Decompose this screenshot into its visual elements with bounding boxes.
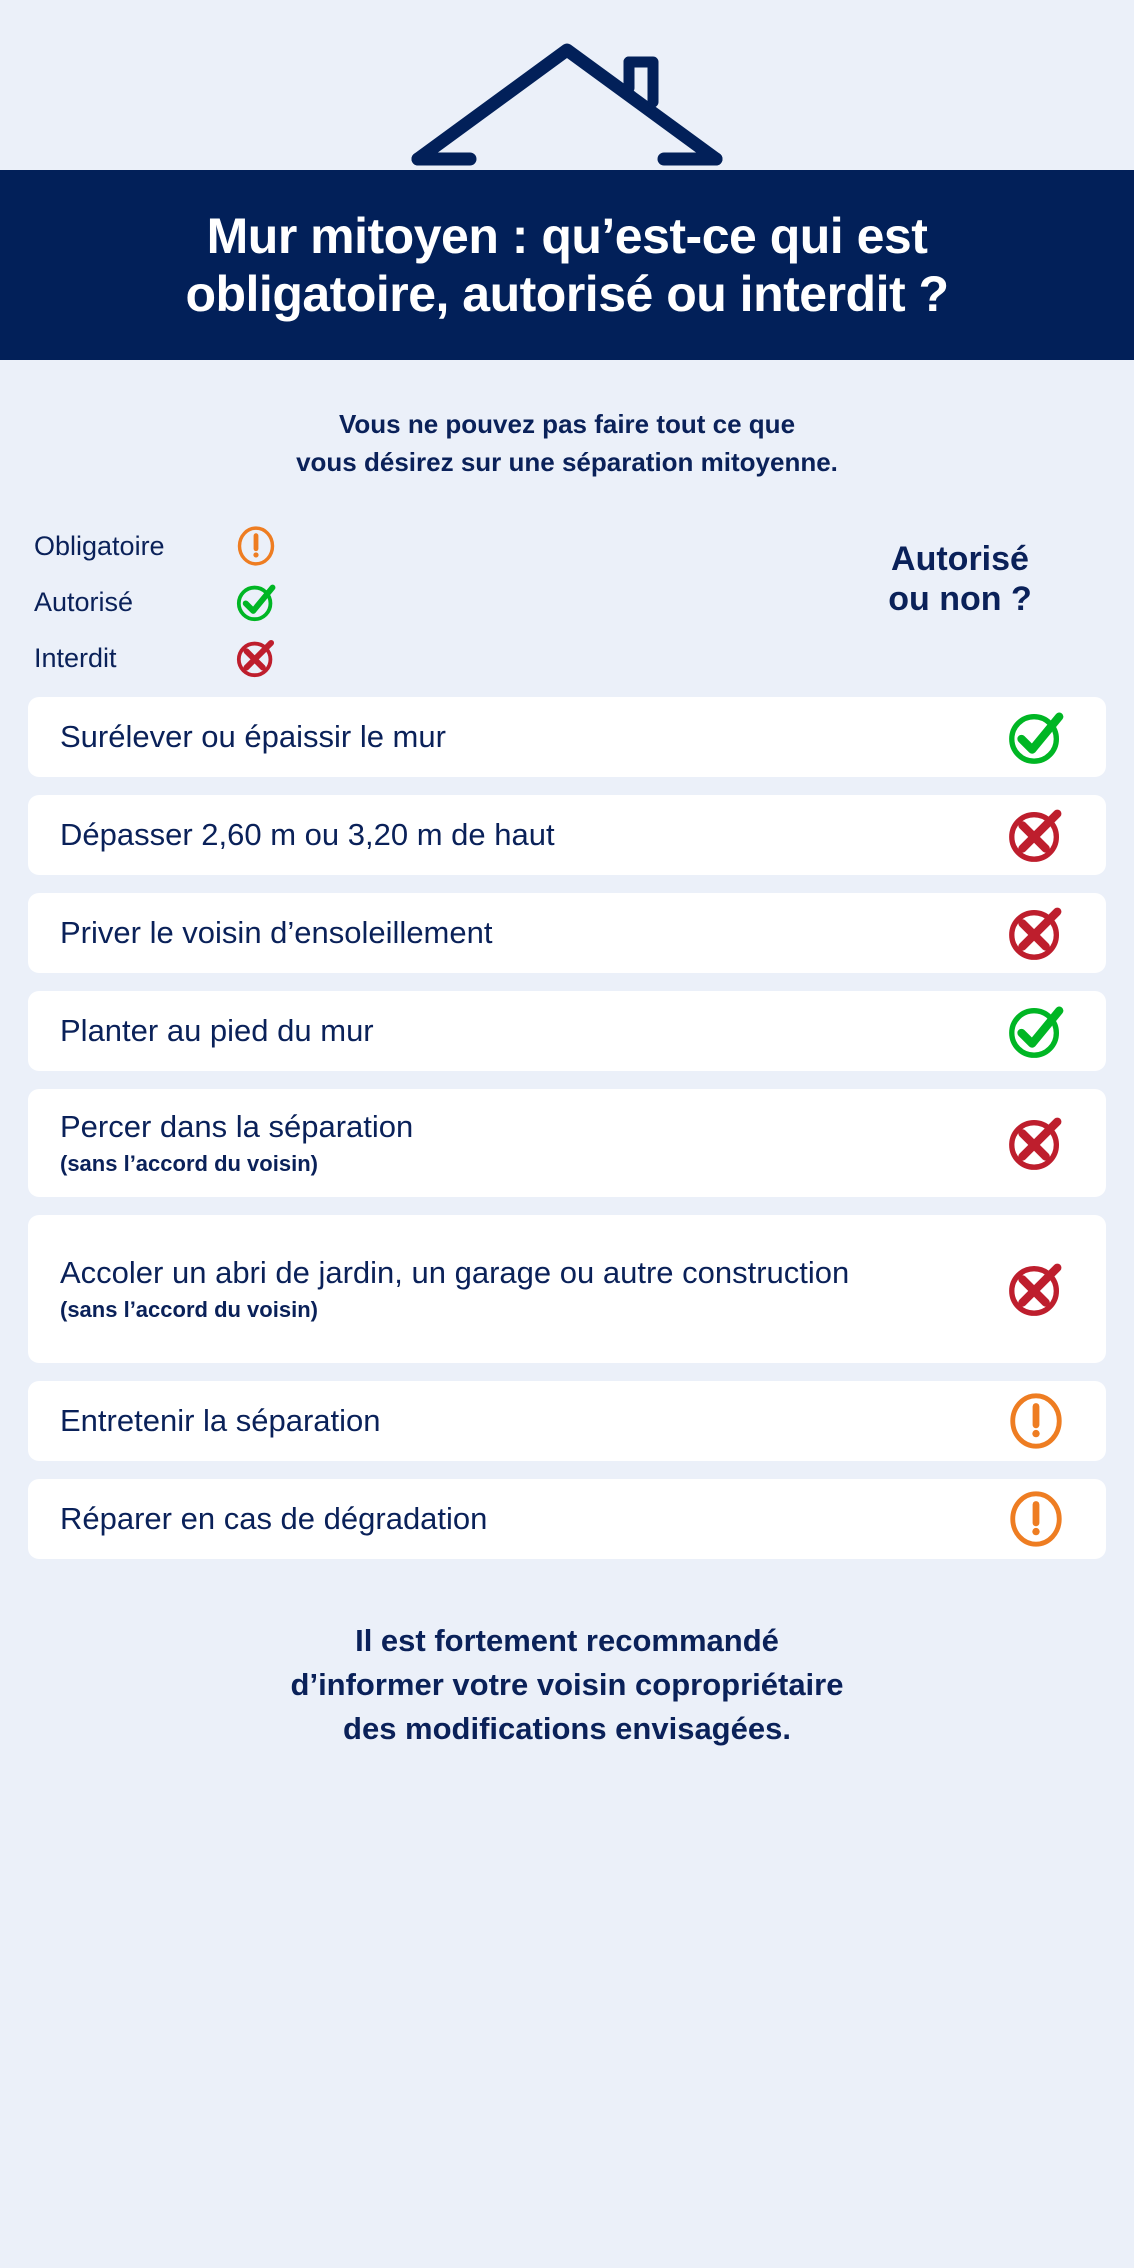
subtitle-line-2: vous désirez sur une séparation mitoyenne. — [296, 446, 838, 477]
cross-icon — [1005, 902, 1067, 964]
row-status — [1000, 1483, 1072, 1555]
row-text — [60, 1402, 1000, 1440]
row-label: Percer dans la séparation — [60, 1108, 414, 1144]
row-status — [1000, 1385, 1072, 1457]
column-header-line-1: Autorisé — [891, 540, 1029, 579]
table-row — [28, 1215, 1106, 1363]
table-row — [28, 795, 1106, 875]
row-status — [1000, 799, 1072, 871]
table-row — [28, 991, 1106, 1071]
cross-icon — [1005, 804, 1067, 866]
table-row — [28, 1479, 1106, 1559]
warning-icon — [1005, 1488, 1067, 1550]
check-icon — [1005, 706, 1067, 768]
row-label: Réparer en cas de dégradation — [60, 1501, 488, 1537]
row-status — [1000, 1107, 1072, 1179]
legend-item-autorise — [34, 577, 364, 627]
row-label: Accoler un abri de jardin, un garage ou autre construction — [60, 1254, 850, 1290]
legend-item-label: Autorisé — [34, 586, 134, 617]
table-row — [28, 1089, 1106, 1197]
row-label: Dépasser 2,60 m ou 3,20 m de haut — [60, 817, 555, 853]
row-text — [60, 1012, 1000, 1050]
legend-area — [0, 521, 1134, 681]
table-row — [28, 697, 1106, 777]
row-sublabel: (sans l’accord du voisin) — [60, 1151, 318, 1177]
row-text — [60, 1254, 1000, 1325]
row-text — [60, 718, 1000, 756]
page-title-line-2: obligatoire, autorisé ou interdit ? — [185, 266, 949, 322]
hero-section — [0, 0, 1134, 170]
row-status — [1000, 995, 1072, 1067]
subtitle-line-1: Vous ne pouvez pas faire tout ce que — [338, 409, 796, 439]
row-status — [1000, 897, 1072, 969]
page-title-line-1: Mur mitoyen : qu’est-ce qui est — [206, 208, 928, 264]
legend-item-label: Obligatoire — [34, 530, 165, 561]
cross-icon — [1005, 1258, 1067, 1320]
column-header-line-2: ou non ? — [888, 580, 1032, 619]
warning-icon — [1005, 1390, 1067, 1452]
legend-item-interdit — [34, 633, 364, 683]
row-text — [60, 816, 1000, 854]
subtitle — [0, 406, 1134, 481]
check-icon — [234, 580, 278, 624]
house-roof-icon — [402, 40, 732, 170]
row-label: Priver le voisin d’ensoleillement — [60, 915, 493, 951]
row-text — [60, 1500, 1000, 1538]
cross-icon — [1005, 1112, 1067, 1174]
check-icon — [1005, 1000, 1067, 1062]
row-text — [60, 914, 1000, 952]
warning-icon — [234, 524, 278, 568]
row-text — [60, 1108, 1000, 1179]
table-row — [28, 893, 1106, 973]
title-band — [0, 170, 1134, 360]
footer-line-3: des modifications envisagées. — [343, 1711, 791, 1747]
row-status — [1000, 701, 1072, 773]
row-label: Surélever ou épaissir le mur — [60, 719, 446, 755]
page-title — [185, 207, 948, 323]
row-sublabel: (sans l’accord du voisin) — [60, 1297, 318, 1323]
rules-list — [0, 697, 1134, 1559]
legend — [34, 521, 364, 683]
row-label: Planter au pied du mur — [60, 1013, 374, 1049]
footer-note — [0, 1619, 1134, 1751]
table-row — [28, 1381, 1106, 1461]
row-label: Entretenir la séparation — [60, 1403, 381, 1439]
legend-item-obligatoire — [34, 521, 364, 571]
row-status — [1000, 1253, 1072, 1325]
column-header-autorise-ou-non — [820, 539, 1100, 619]
footer-line-1: Il est fortement recommandé — [355, 1623, 779, 1659]
footer-line-2: d’informer votre voisin copropriétaire — [290, 1667, 844, 1703]
cross-icon — [234, 636, 278, 680]
legend-item-label: Interdit — [34, 642, 117, 673]
